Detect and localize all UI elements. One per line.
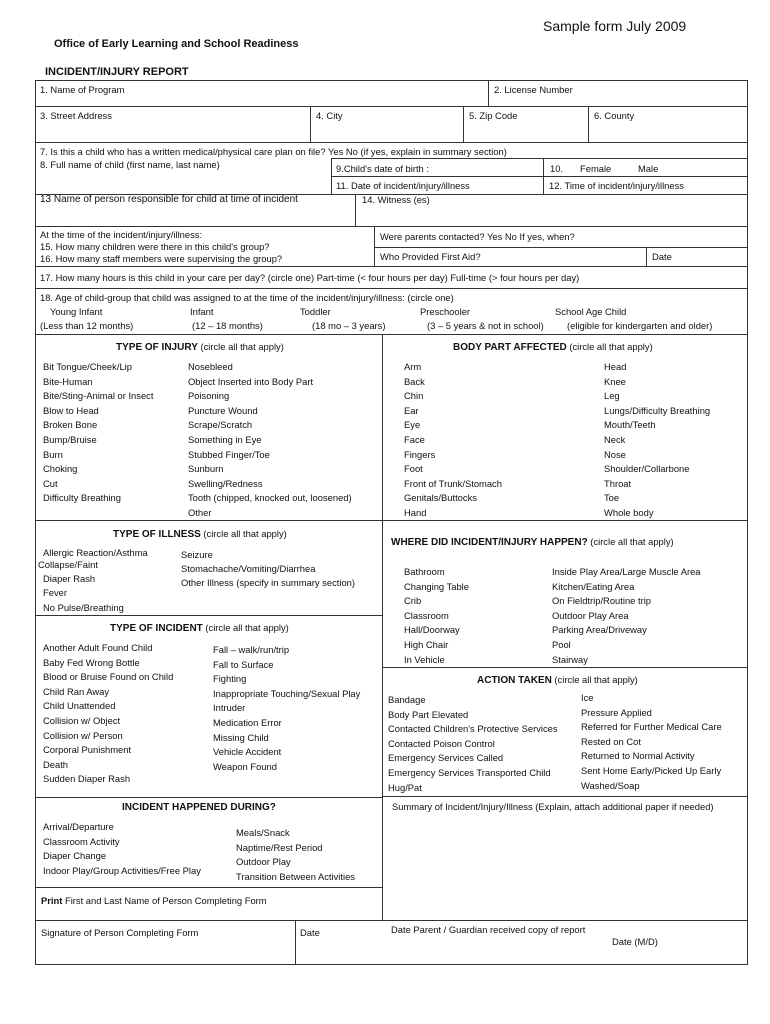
- divider: [331, 176, 748, 177]
- divider: [35, 520, 748, 521]
- during-item[interactable]: Classroom Activity: [43, 835, 120, 847]
- form-border-left: [35, 80, 36, 965]
- injury-item[interactable]: Bump/Bruise: [43, 433, 97, 445]
- age-range-school-age: (eligible for kindergarten and older): [567, 320, 713, 331]
- age-option-preschooler[interactable]: Preschooler: [420, 306, 471, 317]
- guardian-date-label: Date (M/D): [612, 936, 658, 947]
- option-female[interactable]: Female: [580, 163, 612, 174]
- divider: [35, 106, 748, 107]
- office-title: Office of Early Learning and School Readiness: [54, 38, 299, 50]
- injury-item[interactable]: Puncture Wound: [188, 404, 258, 416]
- incident-type-item[interactable]: Weapon Found: [213, 760, 277, 772]
- divider: [35, 615, 383, 616]
- body-part-item[interactable]: Foot: [404, 463, 423, 475]
- field-county[interactable]: 6. County: [594, 110, 635, 121]
- injury-item[interactable]: Other: [188, 506, 212, 518]
- during-item[interactable]: Naptime/Rest Period: [236, 841, 323, 853]
- injury-item[interactable]: Bite/Sting-Animal or Insect: [43, 390, 154, 402]
- divider: [295, 920, 296, 964]
- divider: [382, 667, 748, 668]
- form-border-right: [747, 80, 748, 965]
- incident-type-item[interactable]: Baby Fed Wrong Bottle: [43, 656, 140, 668]
- incident-type-item[interactable]: Missing Child: [213, 731, 269, 743]
- body-part-item[interactable]: Nose: [604, 448, 626, 460]
- action-list-1: [388, 693, 558, 795]
- field-first-aid-provider[interactable]: Who Provided First Aid?: [380, 251, 481, 262]
- age-option-toddler[interactable]: Toddler: [300, 306, 331, 317]
- body-part-item[interactable]: Ear: [404, 404, 419, 416]
- incident-type-item[interactable]: Sudden Diaper Rash: [43, 773, 131, 785]
- field-care-plan[interactable]: 7. Is this a child who has a written medical/physical care plan on file? Yes No (if yes, explain in summary section): [40, 146, 507, 157]
- summary-field[interactable]: Summary of Incident/Injury/Illness (Explain, attach additional paper if needed): [392, 801, 714, 812]
- action-list-2: [581, 691, 722, 793]
- divider: [646, 247, 647, 266]
- incident-type-item[interactable]: Child Ran Away: [43, 685, 110, 697]
- incident-type-item[interactable]: Collision w/ Object: [43, 714, 121, 726]
- illness-heading: TYPE OF ILLNESS (circle all that apply): [113, 528, 287, 540]
- injury-item[interactable]: Burn: [43, 448, 63, 460]
- signature-date-field[interactable]: Date: [300, 927, 320, 938]
- age-range-infant: (12 – 18 months): [192, 320, 263, 331]
- injury-item[interactable]: Difficulty Breathing: [43, 492, 121, 504]
- body-part-item[interactable]: Eye: [404, 419, 421, 431]
- age-range-young-infant: (Less than 12 months): [40, 320, 134, 331]
- illness-item[interactable]: Seizure: [181, 549, 213, 560]
- where-heading: WHERE DID INCIDENT/INJURY HAPPEN? (circle all that apply): [391, 536, 674, 548]
- location-item[interactable]: In Vehicle: [404, 653, 445, 665]
- location-item[interactable]: Changing Table: [404, 580, 469, 592]
- location-item[interactable]: Crib: [404, 595, 422, 607]
- action-item[interactable]: Emergency Services Called: [388, 752, 504, 764]
- action-item[interactable]: Contacted Children's Protective Services: [388, 723, 558, 735]
- location-item[interactable]: High Chair: [404, 638, 449, 650]
- incident-type-list-2: [213, 643, 360, 774]
- during-item[interactable]: Arrival/Departure: [43, 821, 114, 832]
- injury-item[interactable]: Tooth (chipped, knocked out, loosened): [188, 492, 352, 504]
- divider: [588, 106, 589, 142]
- at-time-label: At the time of the incident/injury/illness:: [40, 229, 203, 240]
- illness-item[interactable]: No Pulse/Breathing: [43, 602, 124, 613]
- injury-item[interactable]: Bit Tongue/Cheek/Lip: [43, 361, 132, 372]
- action-item[interactable]: Body Part Elevated: [388, 708, 469, 720]
- divider: [35, 887, 383, 888]
- field-children-count[interactable]: 15. How many children were there in this child's group?: [40, 241, 270, 252]
- form-border-bottom: [35, 964, 748, 965]
- illness-item[interactable]: Other Illness (specify in summary section): [181, 577, 356, 588]
- field-gender-number: 10.: [550, 163, 564, 174]
- field-license-number[interactable]: 2. License Number: [494, 84, 573, 95]
- field-parents-contacted[interactable]: Were parents contacted? Yes No If yes, when?: [380, 231, 575, 242]
- incident-type-item[interactable]: Corporal Punishment: [43, 744, 132, 756]
- injury-item[interactable]: Poisoning: [188, 390, 230, 402]
- sample-form-label: Sample form July 2009: [543, 18, 687, 34]
- incident-type-item[interactable]: Fall to Surface: [213, 658, 274, 670]
- location-item[interactable]: Bathroom: [404, 566, 445, 577]
- action-item[interactable]: Hug/Pat: [388, 781, 422, 793]
- age-option-young-infant[interactable]: Young Infant: [50, 306, 103, 317]
- action-item[interactable]: Contacted Poison Control: [388, 737, 495, 749]
- injury-item[interactable]: Swelling/Redness: [188, 477, 263, 489]
- divider: [35, 226, 748, 227]
- body-part-item[interactable]: Mouth/Teeth: [604, 419, 656, 431]
- action-item[interactable]: Sent Home Early/Picked Up Early: [581, 764, 722, 776]
- incident-type-item[interactable]: Inappropriate Touching/Sexual Play: [213, 687, 361, 699]
- field-incident-time[interactable]: 12. Time of incident/injury/illness: [549, 180, 684, 191]
- where-list-2: [552, 565, 701, 667]
- report-title: INCIDENT/INJURY REPORT: [45, 66, 189, 78]
- field-child-name[interactable]: 8. Full name of child (first name, last name): [40, 159, 220, 170]
- field-program-name[interactable]: 1. Name of Program: [40, 84, 125, 95]
- location-item[interactable]: Classroom: [404, 609, 449, 621]
- during-item[interactable]: Outdoor Play: [236, 856, 291, 868]
- injury-heading: TYPE OF INJURY (circle all that apply): [116, 341, 284, 353]
- section-divider: [382, 334, 383, 921]
- injury-item[interactable]: Sunburn: [188, 463, 224, 475]
- divider: [35, 334, 748, 335]
- during-item[interactable]: Indoor Play/Group Activities/Free Play: [43, 864, 201, 876]
- divider: [35, 142, 748, 143]
- body-part-item[interactable]: Chin: [404, 390, 424, 402]
- body-part-heading: BODY PART AFFECTED (circle all that apply): [453, 341, 653, 353]
- incident-type-heading: TYPE OF INCIDENT (circle all that apply): [110, 622, 289, 634]
- age-option-infant[interactable]: Infant: [190, 306, 214, 317]
- signature-field[interactable]: Signature of Person Completing Form: [41, 927, 199, 938]
- incident-type-item[interactable]: Intruder: [213, 702, 246, 714]
- body-part-item[interactable]: Hand: [404, 506, 427, 518]
- field-hours-in-care[interactable]: 17. How many hours is this child in your care per day? (circle one) Part-time (< four hours per day) Full-time (> four hours per day): [40, 272, 580, 283]
- divider: [35, 920, 748, 921]
- field-witness[interactable]: 14. Witness (es): [362, 194, 430, 205]
- injury-item[interactable]: Broken Bone: [43, 419, 98, 431]
- body-part-item[interactable]: Arm: [404, 361, 422, 372]
- action-item[interactable]: Washed/Soap: [581, 779, 640, 791]
- location-item[interactable]: Outdoor Play Area: [552, 609, 629, 621]
- divider: [488, 80, 489, 106]
- field-zip-code[interactable]: 5. Zip Code: [469, 110, 518, 121]
- divider: [374, 247, 748, 248]
- field-incident-date[interactable]: 11. Date of incident/injury/illness: [336, 180, 470, 191]
- body-part-item[interactable]: Neck: [604, 433, 626, 445]
- action-item[interactable]: Referred for Further Medical Care: [581, 721, 722, 733]
- location-item[interactable]: Inside Play Area/Large Muscle Area: [552, 566, 701, 577]
- print-name-field[interactable]: Print First and Last Name of Person Completing Form: [41, 895, 267, 906]
- body-part-item[interactable]: Front of Trunk/Stomach: [404, 477, 502, 489]
- body-part-item[interactable]: Knee: [604, 375, 626, 387]
- action-item[interactable]: Ice: [581, 692, 594, 703]
- during-item[interactable]: Meals/Snack: [236, 827, 290, 838]
- location-item[interactable]: Kitchen/Eating Area: [552, 580, 635, 592]
- incident-type-item[interactable]: Blood or Bruise Found on Child: [43, 671, 174, 683]
- body-part-item[interactable]: Whole body: [604, 506, 654, 518]
- during-item[interactable]: Transition Between Activities: [236, 870, 355, 882]
- field-street-address[interactable]: 3. Street Address: [40, 110, 112, 121]
- incident-type-item[interactable]: Death: [43, 758, 69, 770]
- incident-type-item[interactable]: Vehicle Accident: [213, 746, 282, 758]
- body-part-item[interactable]: Lungs/Difficulty Breathing: [604, 404, 711, 416]
- injury-item[interactable]: Something in Eye: [188, 433, 262, 445]
- during-list-1: [43, 820, 201, 878]
- age-option-school-age[interactable]: School Age Child: [555, 306, 627, 317]
- field-staff-count[interactable]: 16. How many staff members were supervising the group?: [40, 253, 283, 264]
- incident-type-item[interactable]: Medication Error: [213, 716, 282, 728]
- illness-item[interactable]: Allergic Reaction/Asthma: [43, 547, 148, 558]
- location-item[interactable]: Parking Area/Driveway: [552, 624, 647, 636]
- divider: [35, 266, 748, 267]
- location-item[interactable]: Pool: [552, 638, 571, 650]
- illness-item[interactable]: Fever: [43, 587, 67, 598]
- field-city[interactable]: 4. City: [316, 110, 343, 121]
- body-part-item[interactable]: Face: [404, 433, 425, 445]
- form-border-top: [35, 80, 748, 81]
- body-part-item[interactable]: Head: [604, 361, 627, 372]
- location-item[interactable]: On Fieldtrip/Routine trip: [552, 595, 652, 607]
- field-age-group: 18. Age of child-group that child was assigned to at the time of the incident/injury/illness: (circle one): [40, 292, 454, 303]
- age-range-preschooler: (3 – 5 years & not in school): [427, 320, 544, 331]
- injury-item[interactable]: Choking: [43, 463, 78, 475]
- divider: [382, 796, 748, 797]
- illness-item[interactable]: Stomachache/Vomiting/Diarrhea: [181, 563, 316, 574]
- location-item[interactable]: Stairway: [552, 653, 588, 665]
- injury-item[interactable]: Object Inserted into Body Part: [188, 375, 314, 387]
- body-part-item[interactable]: Shoulder/Collarbone: [604, 463, 690, 475]
- incident-type-item[interactable]: Collision w/ Person: [43, 729, 123, 741]
- incident-type-item[interactable]: Fighting: [213, 673, 247, 685]
- action-heading: ACTION TAKEN (circle all that apply): [477, 674, 638, 686]
- body-part-item[interactable]: Fingers: [404, 448, 436, 460]
- where-list-1: [404, 565, 469, 667]
- injury-item[interactable]: Scrape/Scratch: [188, 419, 253, 431]
- injury-list-2: [188, 360, 352, 521]
- body-part-list-2: [604, 360, 710, 521]
- action-item[interactable]: Returned to Normal Activity: [581, 750, 695, 762]
- guardian-receipt-field[interactable]: Date Parent / Guardian received copy of report: [391, 924, 586, 935]
- field-responsible-person[interactable]: 13 Name of person responsible for child at time of incident: [40, 194, 298, 205]
- illness-item[interactable]: Collapse/Faint: [38, 559, 98, 570]
- action-item[interactable]: Emergency Services Transported Child: [388, 766, 551, 778]
- divider: [35, 797, 383, 798]
- option-male[interactable]: Male: [638, 163, 659, 174]
- body-part-item[interactable]: Back: [404, 375, 425, 387]
- illness-item[interactable]: Diaper Rash: [43, 573, 96, 584]
- divider: [374, 226, 375, 266]
- incident-type-item[interactable]: Fall – walk/run/trip: [213, 644, 290, 655]
- body-part-item[interactable]: Throat: [604, 477, 632, 489]
- divider: [310, 106, 311, 142]
- body-part-list-1: [404, 360, 502, 521]
- incident-type-list-1: [43, 641, 173, 787]
- body-part-item[interactable]: Toe: [604, 492, 620, 504]
- body-part-item[interactable]: Leg: [604, 390, 620, 402]
- incident-type-item[interactable]: Child Unattended: [43, 700, 116, 712]
- during-heading: INCIDENT HAPPENED DURING?: [122, 802, 276, 813]
- injury-list-1: [43, 360, 153, 506]
- divider: [35, 288, 748, 289]
- field-child-dob[interactable]: 9.Child's date of birth :: [336, 163, 429, 174]
- location-item[interactable]: Hall/Doorway: [404, 624, 460, 636]
- injury-item[interactable]: Nosebleed: [188, 361, 233, 372]
- body-part-item[interactable]: Genitals/Buttocks: [404, 492, 477, 504]
- injury-item[interactable]: Cut: [43, 477, 58, 489]
- incident-type-item[interactable]: Another Adult Found Child: [43, 642, 153, 653]
- during-list-2: [236, 826, 355, 884]
- divider: [463, 106, 464, 142]
- field-first-aid-date[interactable]: Date: [652, 251, 672, 262]
- action-item[interactable]: Pressure Applied: [581, 706, 652, 718]
- during-item[interactable]: Diaper Change: [43, 850, 107, 862]
- age-range-toddler: (18 mo – 3 years): [312, 320, 386, 331]
- action-item[interactable]: Rested on Cot: [581, 735, 641, 747]
- injury-item[interactable]: Stubbed Finger/Toe: [188, 448, 270, 460]
- divider: [331, 158, 748, 159]
- injury-item[interactable]: Blow to Head: [43, 404, 99, 416]
- injury-item[interactable]: Bite-Human: [43, 375, 93, 387]
- divider: [355, 194, 356, 226]
- action-item[interactable]: Bandage: [388, 694, 426, 705]
